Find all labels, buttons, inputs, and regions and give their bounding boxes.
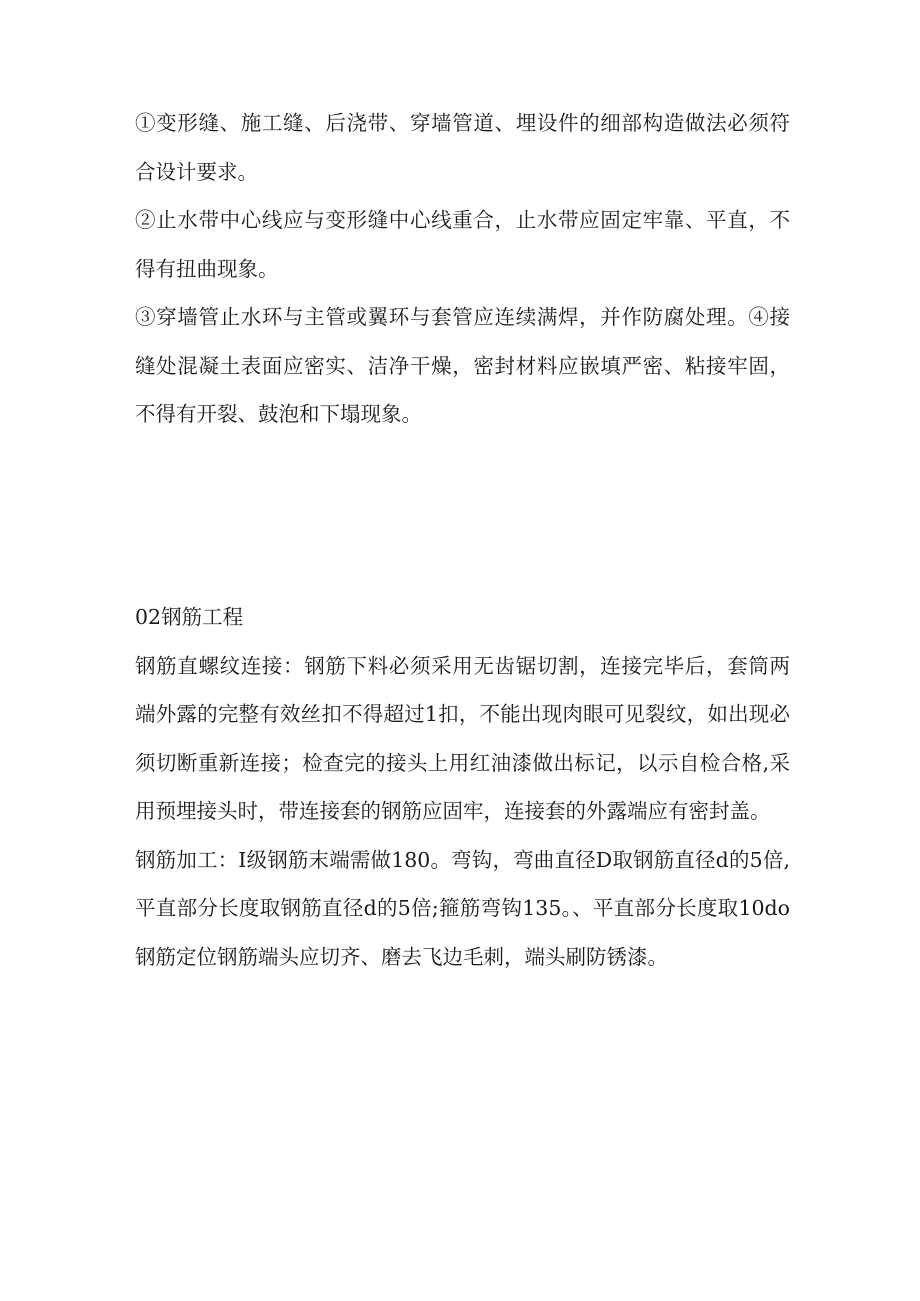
requirement-item-1: ①变形缝、施工缝、后浇带、穿墙管道、埋设件的细部构造做法必须符合设计要求。	[135, 111, 790, 184]
requirement-item-2: ②止水带中心线应与变形缝中心线重合，止水带应固定牢靠、平直，不得有扭曲现象。	[135, 208, 790, 281]
requirement-item-3: ③穿墙管止水环与主管或翼环与套管应连续满焊，并作防腐处理。④接缝处混凝土表面应密实、洁净干燥，密封材料应嵌填严密、粘接牢固，不得有开裂、鼓泡和下塌现象。	[135, 305, 790, 426]
rebar-thread-connection-paragraph: 钢筋直螺纹连接：钢筋下料必须采用无齿锯切割，连接完毕后，套筒两端外露的完整有效丝扣不得超过1扣，不能出现肉眼可见裂纹，如出现必须切断重新连接；检查完的接头上用红油漆做出标记，以示自检合格,采用预埋接头时，带连接套的钢筋应固牢，连接套的外露端应有密封盖。	[135, 653, 790, 823]
section-heading: 02钢筋工程	[135, 605, 244, 629]
rebar-processing-paragraph: 钢筋加工：I级钢筋末端需做180。弯钩，弯曲直径D取钢筋直径d的5倍,平直部分长度取钢筋直径d的5倍;箍筋弯钩135。、平直部分长度取10do钢筋定位钢筋端头应切齐、磨去飞边毛刺，端头刷防锈漆。	[135, 847, 790, 969]
rebar-section	[135, 593, 790, 981]
waterproof-requirements	[135, 99, 790, 439]
